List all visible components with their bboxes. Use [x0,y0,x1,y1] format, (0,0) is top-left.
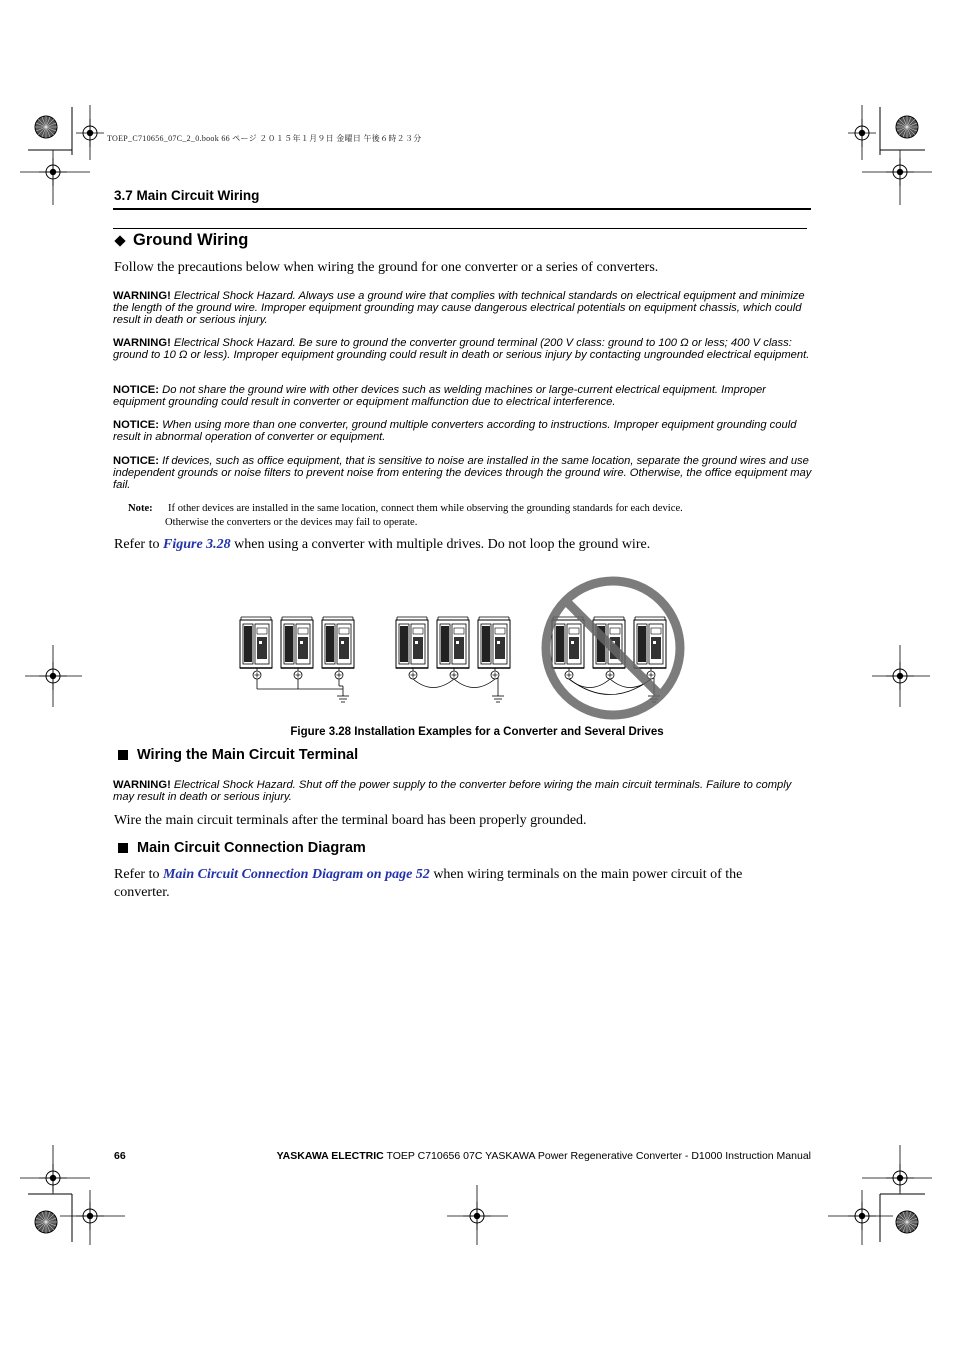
footer-brand: YASKAWA ELECTRIC [276,1150,384,1162]
ground-wiring-intro: Follow the precautions below when wiring the ground for one converter or a series of converters. [114,260,659,275]
safety-message-3 [113,384,813,408]
message-text: When using more than one converter, ground multiple converters according to instructions. Improper equipment grounding could result in abnormal operation of converter or equipment. [113,419,797,444]
footer-manual: TOEP C710656 07C YASKAWA Power Regenerative Converter - D1000 Instruction Manual [383,1150,811,1162]
refer-prefix: Refer to [114,537,163,552]
connection-diagram-title: Main Circuit Connection Diagram [137,840,366,856]
connection-diagram-reference [114,866,742,902]
diamond-bullet-icon [114,235,125,246]
message-text: Electrical Shock Hazard. Be sure to ground the converter ground terminal (200 V class: ground to 100 Ω or less; 400 V class: ground to 10 Ω or less). Improper equipment grounding could result in death or serious injury by contacting ungrounded electrical equipment. [113,337,810,362]
safety-message-2 [113,337,813,361]
wiring-terminal-heading [118,747,358,763]
ground-wiring-title: Ground Wiring [133,231,249,249]
message-label: NOTICE: [113,455,163,467]
message-text: Electrical Shock Hazard. Always use a ground wire that complies with technical standards on electrical equipment and minimize the length of the ground wire. Improper equipment grounding may cause dangerous electrical potentials on equipment chassis, which could result in death or serious injury. [113,290,805,327]
message-label: WARNING! [113,337,174,349]
figure-3-28-link[interactable]: Figure 3.28 [162,537,231,552]
square-bullet-icon [118,750,128,760]
footer-manual-title [277,1150,811,1162]
message-text: Electrical Shock Hazard. Shut off the power supply to the converter before wiring the main circuit terminals. Failure to comply may result in death or serious injury. [113,779,792,804]
figure-reference [114,536,650,554]
connection-diagram-link[interactable]: Main Circuit Connection Diagram on page 52 [162,867,430,882]
figure-caption: Figure 3.28 Installation Examples for a Converter and Several Drives [290,726,664,738]
note-label: Note: [128,503,153,514]
connection-diagram-heading [118,840,366,856]
grounding-examples-figure [230,570,700,725]
refer-prefix: Refer to [114,867,163,882]
refer-suffix: when using a converter with multiple drives. Do not loop the ground wire. [230,537,651,552]
message-label: WARNING! [113,779,174,791]
section-header: 3.7 Main Circuit Wiring [114,188,260,203]
terminal-body: Wire the main circuit terminals after the terminal board has been properly grounded. [114,813,587,828]
note-block [128,502,788,530]
message-label: NOTICE: [113,384,163,396]
message-label: WARNING! [113,290,174,302]
book-file-line: TOEP_C710656_07C_2_0.book 66 ページ ２０１５年１月９日 金曜日 午後６時２３分 [107,134,422,143]
terminal-warning [113,779,813,803]
note-line-1: If other devices are installed in the same location, connect them while observing the grounding standards for each device. [168,503,683,514]
note-line-2: Otherwise the converters or the devices may fail to operate. [165,517,418,528]
title-rule [113,228,807,229]
safety-message-1 [113,290,813,327]
safety-message-5 [113,455,813,492]
message-text: If devices, such as office equipment, that is sensitive to noise are installed in the same location, separate the ground wires and use independent grounds or noise filters to prevent noise from entering the devices through the ground wire. Otherwise, the office equipment may fail. [113,455,812,492]
refer-suffix-line-2: converter. [114,885,170,900]
safety-message-4 [113,419,813,443]
example-chained-grounds [396,617,510,702]
square-bullet-icon [118,843,128,853]
wiring-terminal-title: Wiring the Main Circuit Terminal [137,747,359,763]
page-number: 66 [114,1150,126,1162]
message-text: Do not share the ground wire with other devices such as welding machines or large-current electrical equipment. Improper equipment grounding could result in converter or equipment malfunction due to electrical interference. [113,384,766,409]
header-rule [113,208,811,210]
refer-suffix: when wiring terminals on the main power circuit of the [429,867,743,882]
message-label: NOTICE: [113,419,163,431]
example-individual-grounds [240,617,354,702]
ground-wiring-heading [114,231,248,250]
